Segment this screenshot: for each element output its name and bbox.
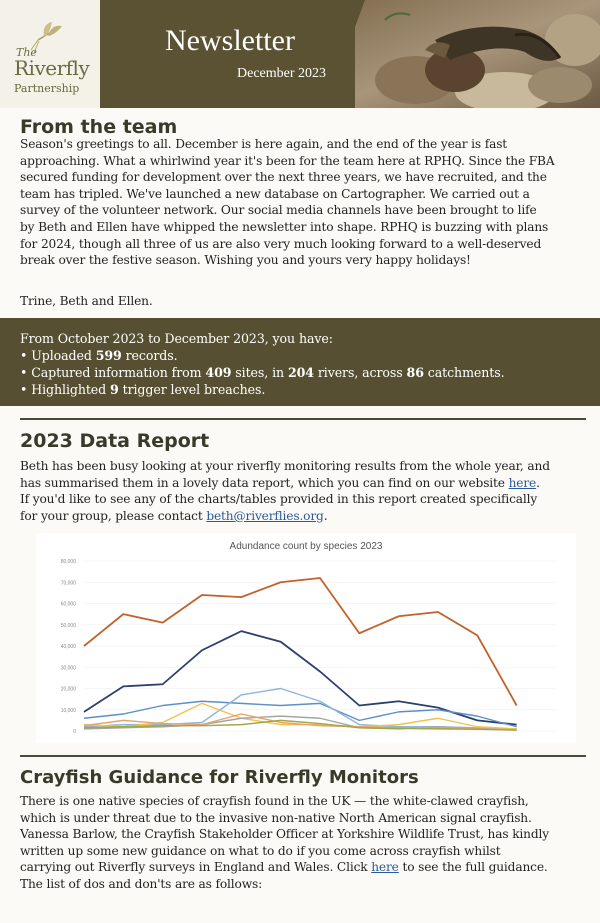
stats-breaches-count: 9	[110, 382, 119, 397]
y-tick-label: 10,000	[60, 707, 76, 714]
riverfly-logo	[0, 0, 100, 108]
y-tick-label: 30,000	[60, 665, 76, 672]
text-line: team has tripled. We've launched a new database on Cartographer. We carried out a	[20, 186, 530, 201]
text-line: Beth has been busy looking at your riverfly monitoring results from the whole year, and	[20, 459, 550, 473]
text-line: approaching. What a whirlwind year it's been for the team here at RPHQ. Since the FBA	[20, 153, 555, 168]
stats-text: catchments.	[423, 365, 505, 380]
stats-text: • Captured information from	[20, 365, 206, 380]
newsletter-date: December 2023	[237, 66, 327, 81]
stats-text: rivers, across	[313, 365, 407, 380]
text-line: survey of the volunteer network. Our social media channels have been brought to life	[20, 203, 537, 218]
data-report-heading: 2023 Data Report	[20, 430, 210, 452]
email-link[interactable]: beth@riverflies.org	[206, 508, 324, 523]
text-span: to see the full guidance.	[398, 860, 548, 875]
riverfly-photo	[355, 0, 600, 108]
guidance-link[interactable]: here	[371, 860, 399, 875]
y-tick-label: 70,000	[60, 580, 76, 587]
stats-text: • Uploaded	[20, 348, 96, 363]
text-line	[20, 859, 586, 876]
newsletter-header	[0, 0, 600, 108]
chart-title: Adundance count by species 2023	[229, 541, 383, 552]
crayfish-body	[20, 793, 586, 893]
title-banner	[100, 0, 365, 108]
text-span: .	[323, 508, 328, 523]
text-line: The list of dos and don'ts are as follows:	[20, 876, 263, 891]
y-tick-label: 50,000	[60, 622, 76, 629]
stats-sites	[20, 365, 505, 380]
stats-text: sites, in	[231, 365, 288, 380]
stats-box	[0, 318, 600, 406]
text-span: .	[536, 475, 540, 490]
text-line: There is one native species of crayfish found in the UK — the white-clawed crayfish,	[20, 794, 529, 808]
data-report-body	[20, 458, 586, 524]
section-divider	[20, 418, 586, 420]
stats-catchments-count: 86	[406, 365, 424, 380]
text-line: which is under threat due to the invasive non-native North American signal crayfish.	[20, 810, 532, 825]
stats-intro: From October 2023 to December 2023, you have:	[20, 331, 333, 346]
abundance-chart	[36, 533, 576, 743]
text-line: break over the festive season. Wishing you and yours very happy holidays!	[20, 253, 471, 268]
text-line: Season's greetings to all. December is here again, and the end of the year is fast	[20, 137, 508, 151]
text-line: for 2024, though all three of us are also very much looking forward to a well-deserved	[20, 236, 542, 251]
crayfish-heading: Crayfish Guidance for Riverfly Monitors	[20, 767, 419, 788]
logo-name: Riverfly	[14, 56, 90, 80]
logo-the: The	[16, 46, 37, 59]
y-tick-label: 20,000	[60, 686, 76, 693]
section-divider	[20, 755, 586, 757]
data-report-link[interactable]: here	[508, 475, 537, 490]
y-tick-label: 60,000	[60, 601, 76, 608]
stats-text: • Highlighted	[20, 382, 111, 397]
stats-rivers-count: 204	[287, 365, 314, 380]
text-line: Vanessa Barlow, the Crayfish Stakeholder Officer at Yorkshire Wildlife Trust, has kindly	[20, 827, 550, 842]
text-line: secured funding for development over the next three years, we have recruited, and the	[20, 170, 547, 185]
stats-records	[20, 348, 177, 363]
text-line: by Beth and Ellen have whipped the newsletter into shape. RPHQ is buzzing with plans	[20, 219, 549, 234]
signoff: Trine, Beth and Ellen.	[20, 294, 153, 308]
stats-records-count: 599	[95, 348, 122, 363]
text-span: has summarised them in a lovely data report, which you can find on our website	[20, 475, 509, 490]
from-team-heading: From the team	[20, 116, 178, 138]
stats-sites-count: 409	[205, 365, 232, 380]
y-tick-label: 0	[73, 729, 76, 735]
stats-text: trigger level breaches.	[118, 382, 266, 397]
text-line: written up some new guidance on what to do if you come across crayfish whilst	[20, 843, 501, 858]
newsletter-title: Newsletter	[165, 24, 295, 57]
from-team-body	[20, 136, 586, 269]
y-tick-label: 80,000	[60, 559, 76, 565]
chart-background	[36, 533, 576, 743]
text-line	[20, 508, 586, 525]
logo-subtitle: Partnership	[14, 82, 80, 95]
text-span: carrying out Riverfly surveys in England and Wales. Click	[20, 860, 372, 875]
stats-text: records.	[121, 348, 178, 363]
text-line	[20, 475, 586, 492]
y-tick-label: 40,000	[60, 644, 76, 650]
text-line: If you'd like to see any of the charts/tables provided in this report created specifically	[20, 492, 538, 507]
stats-breaches	[20, 382, 265, 397]
text-span: for your group, please contact	[20, 508, 207, 523]
